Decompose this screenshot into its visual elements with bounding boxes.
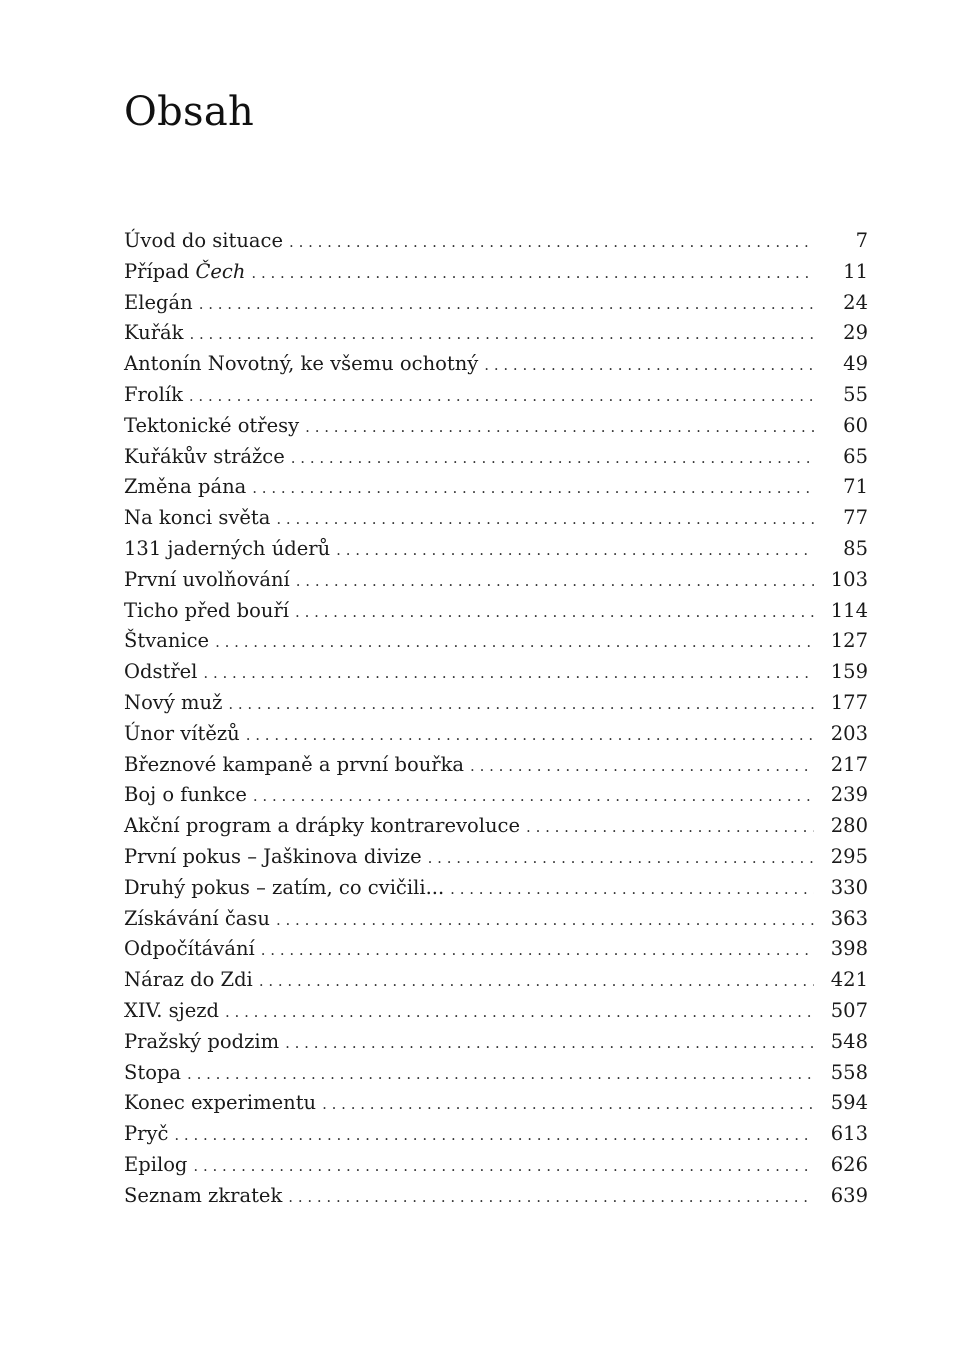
toc-dot-leader [450,874,814,905]
toc-entry-page-number: 613 [830,1122,868,1146]
toc-entry [124,380,868,411]
toc-entry-page-number: 11 [843,259,868,283]
toc-entry-title [124,503,276,534]
toc-entry [124,688,868,719]
toc-entry-page-number: 548 [830,1029,868,1053]
toc-entry [124,565,868,596]
toc-dot-leader [189,381,814,412]
toc-entry-title-text: Kuřákův strážce [124,444,285,468]
toc-entry-page-number: 421 [830,968,868,992]
toc-entry [124,226,868,257]
toc-entry-page-number: 85 [843,536,868,560]
toc-entry-title-text: Kuřák [124,321,184,345]
toc-entry [124,596,868,627]
toc-entry-title [124,534,336,565]
toc-entry [124,411,868,442]
toc-entry [124,1088,868,1119]
toc-entry-page-number: 639 [830,1183,868,1207]
toc-dot-leader [251,258,814,289]
toc-entry-title-text: Pryč [124,1122,169,1146]
toc-entry [124,719,868,750]
toc-entry-title-text: Ticho před bouří [124,598,290,622]
toc-entry [124,657,868,688]
toc-entry-title [124,257,251,288]
toc-entry-title-text: XIV. sjezd [124,998,220,1022]
toc-entry-title-text: Konec experimentu [124,1091,317,1115]
toc-dot-leader [470,751,814,782]
toc-entry [124,842,868,873]
toc-dot-leader [296,566,814,597]
toc-entry-title-emphasis: Čech [195,259,246,283]
toc-entry-title [124,288,199,319]
toc-dot-leader [291,443,814,474]
toc-entry-title-text: Štvanice [124,629,210,653]
toc-entry-title [124,380,189,411]
toc-entry-title-text: Únor vítězů [124,721,240,745]
toc-entry [124,288,868,319]
toc-entry [124,904,868,935]
toc-entry-page-number: 114 [830,598,868,622]
toc-entry-page-number: 77 [843,506,868,530]
toc-entry-title-text: Epilog [124,1152,188,1176]
toc-entry [124,1181,868,1212]
toc-entry-title [124,1058,187,1089]
toc-entry-title-text: Změna pána [124,475,247,499]
toc-entry-page-number: 49 [843,352,868,376]
toc-entry-page-number: 217 [830,752,868,776]
toc-entry-title-text: První uvolňování [124,567,290,591]
toc-entry-title-text: Na konci světa [124,506,271,530]
toc-entry [124,318,868,349]
toc-entry-title-text: Antonín Novotný, ke všemu ochotný [124,352,479,376]
toc-dot-leader [526,812,814,843]
toc-entry-title [124,1088,322,1119]
toc-entry-page-number: 65 [843,444,868,468]
toc-entry-title [124,842,428,873]
toc-dot-leader [289,227,814,258]
toc-entry [124,503,868,534]
toc-entry-title-text: Druhý pokus – zatím, co cvičili... [124,875,445,899]
toc-entry-page-number: 29 [843,321,868,345]
toc-entry [124,1150,868,1181]
toc-entry-page-number: 330 [830,875,868,899]
toc-entry-page-number: 127 [830,629,868,653]
toc-entry-title [124,934,261,965]
toc-entry-title [124,226,289,257]
table-of-contents [124,226,868,1212]
toc-entry [124,1119,868,1150]
toc-entry-title-text: Nový muž [124,690,223,714]
toc-entry [124,1058,868,1089]
toc-entry-title-text: Akční program a drápky kontrarevoluce [124,814,521,838]
toc-dot-leader [225,997,814,1028]
toc-entry-title-text: Pražský podzim [124,1029,280,1053]
toc-entry-page-number: 203 [830,721,868,745]
toc-entry-title-text: Tektonické otřesy [124,413,300,437]
toc-entry-title [124,1150,193,1181]
toc-dot-leader [252,473,814,504]
toc-entry [124,472,868,503]
toc-entry-page-number: 398 [830,937,868,961]
toc-entry [124,996,868,1027]
toc-dot-leader [276,504,814,535]
toc-entry-title-text: Úvod do situace [124,229,284,252]
toc-dot-leader [484,350,814,381]
toc-entry-title [124,996,225,1027]
toc-entry-title [124,780,253,811]
toc-entry-title-text: První pokus – Jaškinova divize [124,844,422,868]
toc-entry-title [124,1027,285,1058]
toc-dot-leader [199,289,814,320]
toc-entry-page-number: 177 [830,690,868,714]
toc-entry [124,965,868,996]
toc-entry-title-text: Elegán [124,290,193,314]
toc-entry-title-text: Odpočítávání [124,937,255,961]
toc-dot-leader [336,535,814,566]
toc-entry [124,349,868,380]
toc-entry-page-number: 60 [843,413,868,437]
toc-entry-title [124,442,291,473]
toc-dot-leader [259,966,814,997]
toc-entry-page-number: 24 [843,290,868,314]
toc-entry [124,780,868,811]
toc-entry-title-text: Případ [124,259,196,283]
toc-entry-page-number: 55 [843,382,868,406]
toc-dot-leader [322,1089,814,1120]
toc-dot-leader [261,935,814,966]
toc-entry-title [124,1119,174,1150]
toc-entry-title [124,596,295,627]
toc-entry-title [124,873,450,904]
toc-entry-page-number: 558 [830,1060,868,1084]
toc-entry-title-text: Březnové kampaně a první bouřka [124,752,465,776]
toc-entry [124,257,868,288]
toc-entry-title-text: Seznam zkratek [124,1183,283,1207]
toc-dot-leader [285,1028,814,1059]
toc-dot-leader [187,1059,814,1090]
toc-entry [124,873,868,904]
toc-entry [124,1027,868,1058]
toc-entry [124,442,868,473]
toc-entry-title [124,349,484,380]
toc-entry-page-number: 71 [843,475,868,499]
toc-entry-title-text: Boj o funkce [124,783,247,807]
toc-entry-title [124,719,246,750]
toc-entry-title [124,904,276,935]
toc-dot-leader [174,1120,814,1151]
toc-dot-leader [288,1182,814,1213]
toc-entry-title [124,626,215,657]
toc-entry [124,534,868,565]
toc-entry-title [124,565,296,596]
toc-entry-page-number: 295 [830,844,868,868]
toc-dot-leader [215,627,814,658]
toc-entry-title [124,411,305,442]
toc-entry-title [124,472,252,503]
toc-dot-leader [253,781,814,812]
toc-entry-title-text: Získávání času [124,906,270,930]
toc-entry [124,750,868,781]
toc-dot-leader [246,720,814,751]
toc-entry-page-number: 363 [830,906,868,930]
page-title: Obsah [124,89,255,135]
toc-entry-title-text: 131 jaderných úderů [124,536,331,560]
toc-entry-title [124,657,203,688]
toc-entry-title [124,318,189,349]
toc-entry-title [124,965,259,996]
toc-dot-leader [203,658,814,689]
toc-dot-leader [295,597,814,628]
toc-entry [124,934,868,965]
toc-entry-title [124,1181,288,1212]
toc-entry [124,626,868,657]
toc-entry-page-number: 239 [830,783,868,807]
toc-dot-leader [193,1151,814,1182]
toc-entry-title-text: Stopa [124,1060,182,1084]
toc-entry-page-number: 7 [855,229,868,252]
toc-entry-title-text: Frolík [124,382,183,406]
toc-entry-title [124,688,228,719]
toc-entry-page-number: 159 [830,660,868,684]
toc-entry-page-number: 103 [830,567,868,591]
toc-entry-title-text: Náraz do Zdi [124,968,253,992]
toc-dot-leader [189,319,814,350]
toc-entry-title [124,811,526,842]
toc-dot-leader [428,843,814,874]
toc-entry-page-number: 507 [830,998,868,1022]
toc-entry-title [124,750,470,781]
toc-entry-page-number: 626 [830,1152,868,1176]
toc-entry-page-number: 594 [830,1091,868,1115]
toc-entry [124,811,868,842]
toc-dot-leader [228,689,814,720]
toc-entry-title-text: Odstřel [124,660,198,684]
toc-dot-leader [305,412,814,443]
toc-dot-leader [276,905,814,936]
toc-entry-page-number: 280 [830,814,868,838]
